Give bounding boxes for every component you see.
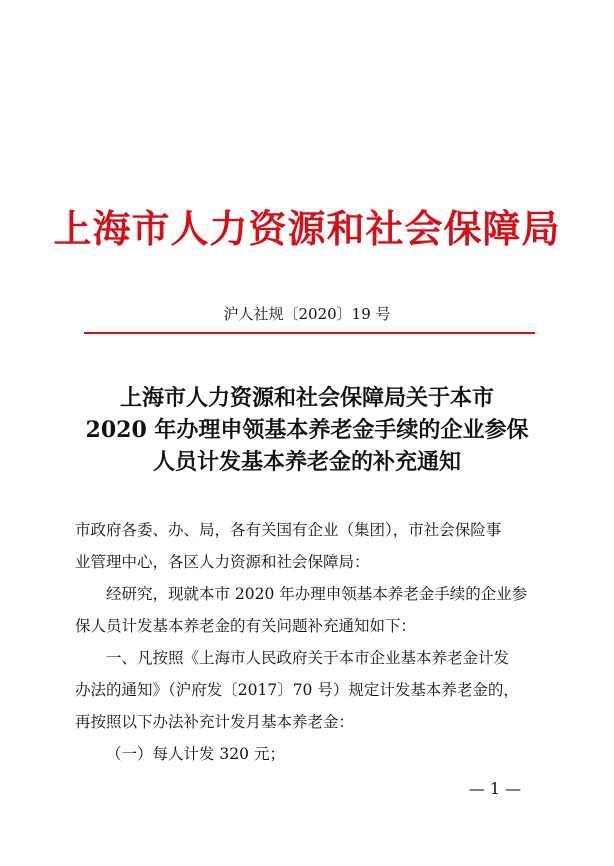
page-number: — 1 — [468,779,522,798]
addressee-line-2: 业管理中心，各区人力资源和社会保障局： [75,553,370,571]
issuing-agency-header: 上海市人力资源和社会保障局 [53,206,561,251]
title-line-2: 2020 年办理申领基本养老金手续的企业参保 [85,417,529,443]
clause-1-line-3: 再按照以下办法补充计发月基本养老金： [75,713,355,731]
document-title [0,382,614,478]
sub-clause-1: （一）每人计发 320 元； [106,745,285,763]
addressee-line-1: 市政府各委、办、局，各有关国有企业（集团），市社会保险事 [75,521,502,539]
document-body [75,514,545,770]
document-number: 沪人社规〔2020〕19 号 [223,305,391,323]
intro-line-1: 经研究，现就本市 2020 年办理申领基本养老金手续的企业参 [106,585,528,603]
clause-1-line-2: 办法的通知》（沪府发〔2017〕70 号）规定计发基本养老金的， [75,681,519,699]
clause-1-line-1: 一、凡按照《上海市人民政府关于本市企业基本养老金计发 [106,649,510,667]
red-divider-line [84,332,535,334]
intro-line-2: 保人员计发基本养老金的有关问题补充通知如下： [75,617,417,635]
title-line-1: 上海市人力资源和社会保障局关于本市 [119,385,494,411]
title-line-3: 人员计发基本养老金的补充通知 [152,449,461,475]
